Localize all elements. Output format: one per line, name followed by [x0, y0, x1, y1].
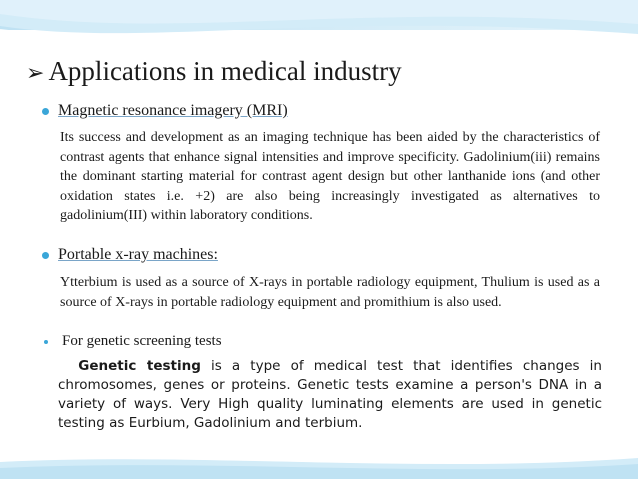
- xray-paragraph: Ytterbium is used as a source of X-rays in portable radiology equipment, Thulium is used as a source of X-rays in portable radiology equipment and promithium is also used.: [60, 275, 600, 310]
- genetic-body-text: is a type of medical test that identifies changes in chromosomes, genes or proteins. Genetic tests examine a person's DNA in a variety of ways. Very High quality luminating elements are used in genetic testing as Eurbium, Gadolinium and terbium.: [58, 358, 602, 431]
- bullet-icon: [44, 340, 48, 344]
- mri-heading: Magnetic resonance imagery (MRI): [58, 102, 288, 119]
- genetic-testing-term: Genetic testing: [78, 358, 201, 374]
- genetic-paragraph: [58, 357, 602, 433]
- section-genetic-heading: [42, 333, 222, 350]
- bullet-icon: [42, 108, 49, 115]
- slide-title: ➢ Applications in medical industry: [26, 56, 402, 86]
- section-xray-heading: [42, 246, 218, 264]
- top-wave-decoration: [0, 0, 638, 62]
- section-mri-heading: [42, 102, 288, 120]
- bottom-wave-decoration: [0, 452, 638, 479]
- xray-heading: Portable x-ray machines:: [58, 246, 218, 263]
- mri-paragraph: Its success and development as an imaging technique has been aided by the characteristics of contrast agents that enhance signal intensities and improve specificity. Gadolinium(iii) remains the dominant starting material for contrast agent design but other lanthanide ions (and other oxidation states i.e. +2) are also being increasingly investigated as alternatives to gadolinium(III) within laboratory conditions.: [60, 130, 600, 223]
- genetic-heading: For genetic screening tests: [62, 333, 222, 349]
- arrow-bullet-icon: ➢: [26, 60, 45, 85]
- bullet-icon: [42, 252, 49, 259]
